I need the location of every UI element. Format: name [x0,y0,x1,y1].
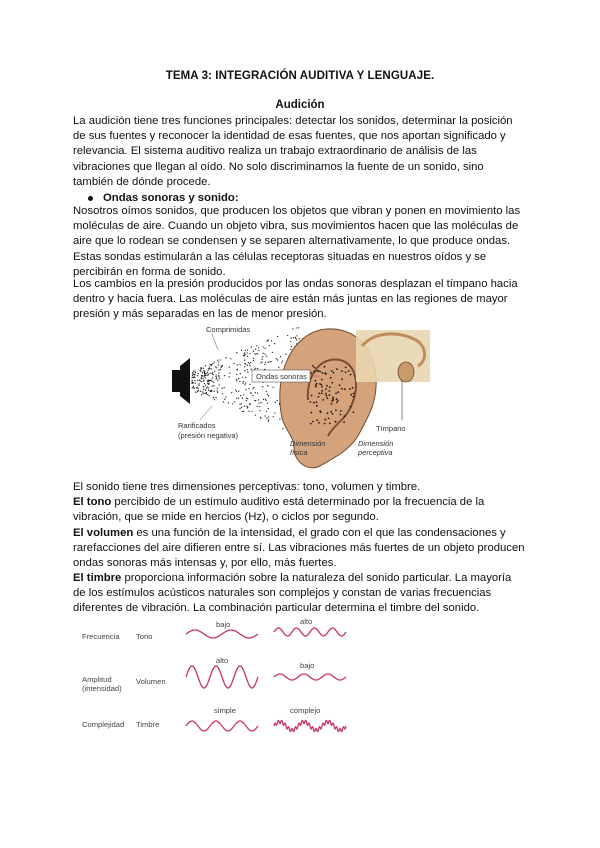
volumen-text: es una función de la intensidad, el grado con el que las condensaciones y rarefacciones del aire difieren entre sí. Las vibraciones más fuertes de un objeto producen ondas sonoras más intensas y, por ello, más fuertes. [73,527,525,570]
row-tono-label: Tono [136,632,153,641]
presion-negativa-label: (presión negativa) [178,431,239,440]
volumen-paragraph [73,526,525,572]
tono-text: percibido de un estímulo auditivo está determinado por la frecuencia de la vibración, que se mide en hercios (Hz), o ciclos por segundo. [73,496,485,524]
row-volumen-label: Volumen [136,677,166,686]
section-heading: Audición [275,99,325,111]
volumen-bajo-label: bajo [300,661,315,670]
wave-tono-bajo [186,630,258,638]
row-complejidad-label: Complejidad [82,720,125,729]
volumen-term: El volumen [73,527,134,539]
row-amplitud-label: Amplitud [82,675,112,684]
tono-paragraph [73,495,525,525]
timbre-simple-label: simple [214,706,236,715]
bullet-heading-text: Ondas sonoras y sonido: [103,192,239,204]
dimension-perceptiva-label-1: Dimensión [358,439,394,448]
timbre-paragraph [73,571,525,617]
timbre-complejo-label: complejo [290,706,321,715]
dimension-fisica-label-2: física [290,448,308,457]
wave-dimensions-figure [78,612,378,750]
timbre-term: El timbre [73,572,122,584]
tono-alto-label: alto [300,617,313,626]
wave-timbre-complejo [274,721,346,732]
dimension-fisica-label-1: Dimensión [290,439,326,448]
row-frecuencia-label: Frecuencia [82,632,120,641]
timpano-label: Tímpano [376,424,406,433]
bullet-heading [88,192,239,204]
page-title: TEMA 3: INTEGRACIÓN AUDITIVA Y LENGUAJE. [165,70,435,82]
intro-paragraph: La audición tiene tres funciones principales: detectar los sonidos, determinar la posición de sus fuentes y reconocer la identidad de esas fuentes, que nos aportan significado y relevancia. El sistema auditivo realiza un trabajo extraordinario de análisis de las vibraciones que llegan al oído. No solo discriminamos la fuente de un sonido, sino también de dónde procede. [73,115,513,188]
pressure-paragraph: Los cambios en la presión producidos por las ondas sonoras desplazan el tímpano hacia dentro y hacia fuera. Las moléculas de aire están más juntas en las regiones de mayor presión y más separadas en las de menor presión. [73,278,518,321]
wave-tono-alto [274,628,346,636]
row-intensidad-label: (intensidad) [82,684,122,693]
speaker-icon [172,358,190,404]
dimensions-paragraph: El sonido tiene tres dimensiones perceptivas: tono, volumen y timbre. [73,481,421,493]
tono-term: El tono [73,496,112,508]
wave-volumen-alto [186,666,258,688]
timbre-text: proporciona información sobre la naturaleza del sonido particular. La mayoría de los estímulos acústicos naturales son complejos y constan de varias frecuencias diferentes de vibración. La combinación particular determina el timbre del sonido. [73,572,512,615]
volumen-alto-label: alto [216,656,229,665]
row-timbre-label: Timbre [136,720,160,729]
dimension-perceptiva-label-2: perceptiva [358,448,393,457]
rarificados-label: Rarificados [178,421,216,430]
wave-timbre-simple [186,721,258,731]
tono-bajo-label: bajo [216,620,231,629]
sound-waves-paragraph: Nosotros oímos sonidos, que producen los objetos que vibran y ponen en movimiento las moléculas de aire. Cuando un objeto vibra, sus movimientos hacen que las moléculas de aire que lo rodean se condensen y se separen alternativamente, lo que produce ondas. Estas sondas estimularán a las células receptoras situadas en nuestros oídos y se percibirán en forma de sonido. [73,205,521,278]
bullet-dot-icon [88,196,93,201]
ondas-sonoras-label: Ondas sonoras [256,372,307,381]
comprimidas-label: Comprimidas [206,325,251,334]
wave-volumen-bajo [274,674,346,680]
sound-wave-ear-figure [170,320,432,478]
